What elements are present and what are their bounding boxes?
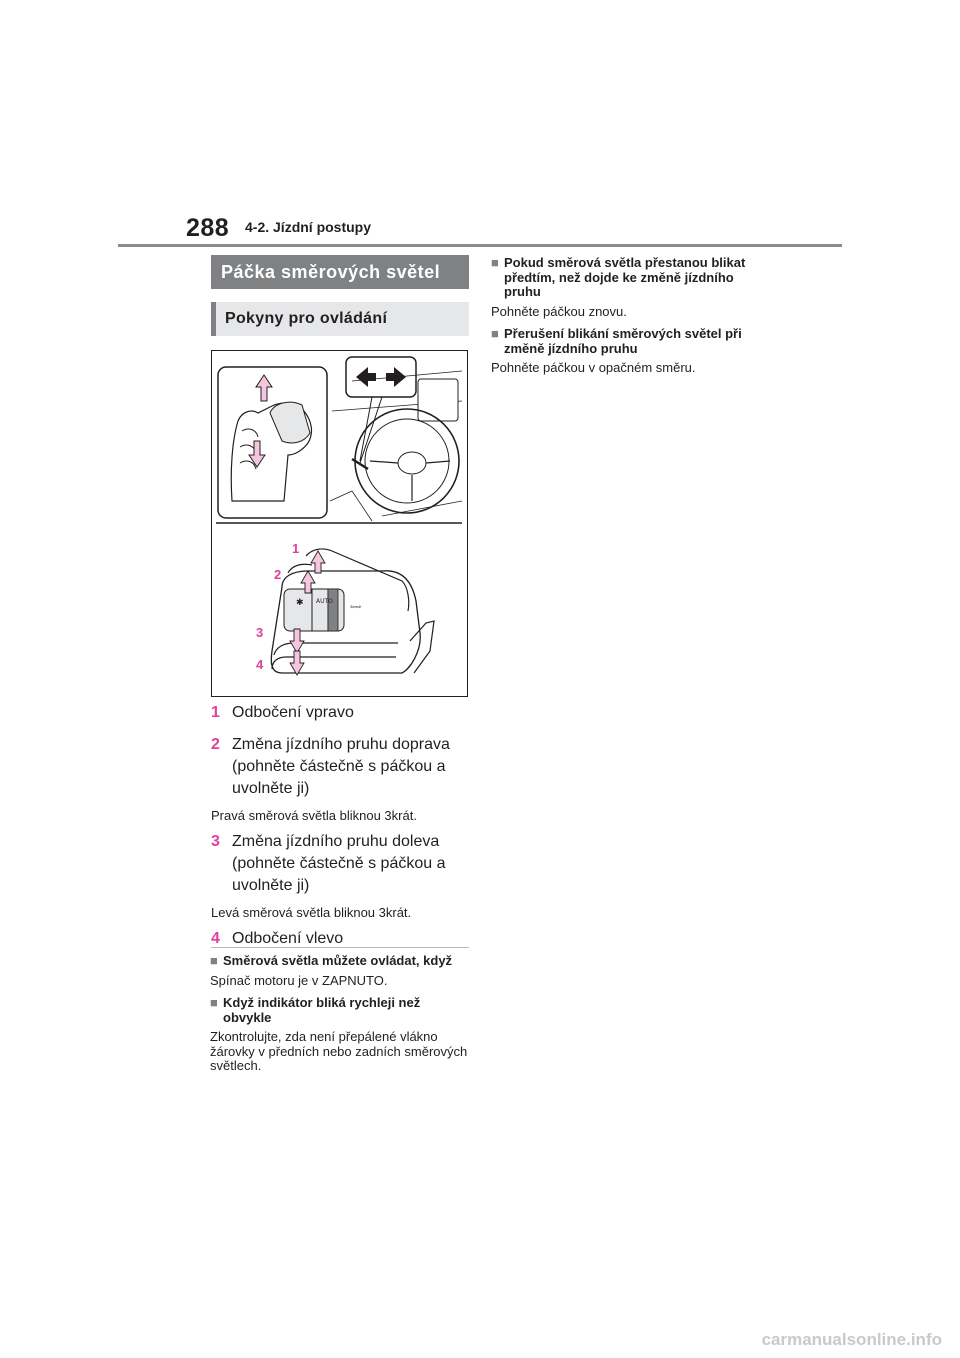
step-number: 3 bbox=[211, 833, 220, 850]
note-heading-text: Přerušení blikání směrových světel při změně jízdního pruhu bbox=[504, 326, 742, 356]
square-bullet-icon: ■ bbox=[210, 995, 218, 1010]
step-text: Odbočení vpravo bbox=[232, 704, 354, 721]
notes-left bbox=[210, 954, 472, 1082]
callout-1: 1 bbox=[292, 541, 300, 556]
square-bullet-icon: ■ bbox=[491, 326, 499, 341]
callout-3: 3 bbox=[256, 625, 264, 640]
note-heading-text: Když indikátor bliká rychleji než obvykle bbox=[223, 995, 421, 1025]
section-title: Páčka směrových světel bbox=[211, 255, 469, 289]
note-body: Zkontrolujte, zda není přepálené vlákno žárovky v předních nebo zadních směrových světlech. bbox=[210, 1029, 468, 1073]
watermark: carmanualsonline.info bbox=[761, 1330, 942, 1349]
turn-signal-lever-drawing bbox=[212, 351, 467, 696]
note-heading-text: Směrová světla můžete ovládat, když bbox=[223, 953, 453, 968]
note-body: Pohněte páčkou v opačném směru. bbox=[491, 360, 696, 375]
step-item bbox=[211, 734, 473, 800]
notes-divider bbox=[211, 947, 469, 948]
step-number: 2 bbox=[211, 736, 220, 753]
svg-text:⇦⇨: ⇦⇨ bbox=[350, 603, 362, 611]
note-heading bbox=[210, 996, 472, 1025]
step-text: Změna jízdního pruhu doprava (pohněte částečně s páčkou a uvolněte ji) bbox=[232, 736, 450, 797]
note-heading bbox=[210, 954, 472, 969]
svg-text:AUTO: AUTO bbox=[316, 598, 333, 605]
step-note: Pravá směrová světla bliknou 3krát. bbox=[211, 808, 417, 823]
step-item bbox=[211, 831, 473, 897]
square-bullet-icon: ■ bbox=[210, 953, 218, 968]
chapter-title: 4-2. Jízdní postupy bbox=[245, 219, 372, 235]
step-item bbox=[211, 702, 473, 724]
note-heading bbox=[491, 256, 753, 300]
notes-right bbox=[491, 256, 753, 384]
svg-text:✱: ✱ bbox=[296, 598, 304, 608]
steps-list bbox=[211, 702, 473, 950]
note-body: Pohněte páčkou znovu. bbox=[491, 303, 627, 319]
turn-signal-illustration bbox=[211, 350, 468, 697]
header-rule bbox=[118, 244, 842, 247]
callout-2: 2 bbox=[274, 567, 282, 582]
step-text: Změna jízdního pruhu doleva (pohněte částečně s páčkou a uvolněte ji) bbox=[232, 833, 446, 894]
page-number: 288 bbox=[186, 214, 230, 242]
note-heading-text: Pokud směrová světla přestanou blikat předtím, než dojde ke změně jízdního pruhu bbox=[504, 255, 746, 299]
note-body: Spínač motoru je v ZAPNUTO. bbox=[210, 972, 388, 988]
callout-4: 4 bbox=[256, 657, 264, 672]
subsection-title: Pokyny pro ovládání bbox=[211, 302, 469, 336]
step-number: 4 bbox=[211, 930, 220, 947]
step-text: Odbočení vlevo bbox=[232, 930, 344, 947]
note-heading bbox=[491, 327, 753, 356]
step-note: Levá směrová světla bliknou 3krát. bbox=[211, 905, 412, 920]
square-bullet-icon: ■ bbox=[491, 255, 499, 270]
step-number: 1 bbox=[211, 704, 220, 721]
